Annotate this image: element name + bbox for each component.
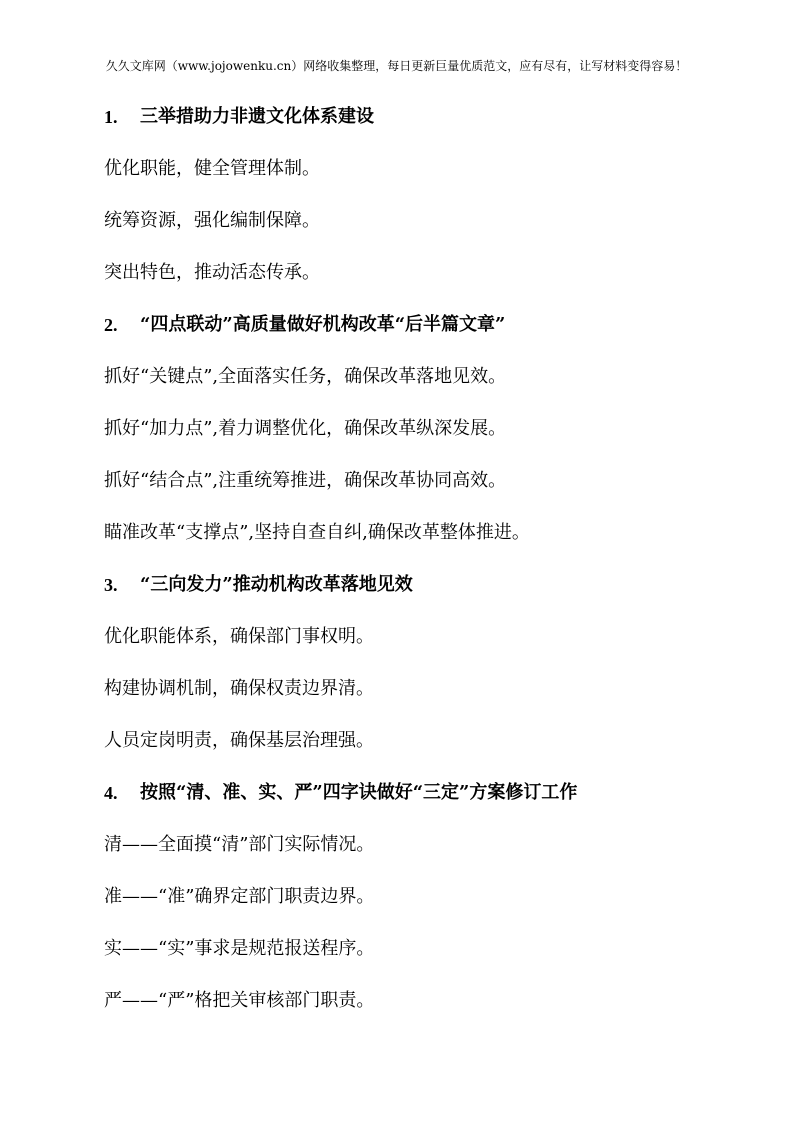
list-item: 突出特色，推动活态传承。: [104, 262, 320, 283]
list-item: 构建协调机制，确保权责边界清。: [104, 678, 374, 699]
list-item: 清——全面摸“清”部门实际情况。: [104, 834, 375, 855]
section-title: 三举措助力非遗文化体系建设: [140, 106, 374, 127]
section-number: 1.: [104, 107, 118, 127]
list-item: 人员定岗明责，确保基层治理强。: [104, 730, 374, 751]
section-title: 按照“清、准、实、严”四字诀做好“三定”方案修订工作: [140, 782, 578, 803]
section-title: “四点联动”高质量做好机构改革“后半篇文章”: [140, 314, 506, 335]
list-item: 优化职能，健全管理体制。: [104, 158, 320, 179]
section-number: 2.: [104, 315, 118, 335]
list-item: 实——“实”事求是规范报送程序。: [104, 938, 375, 959]
list-item: 准——“准”确界定部门职责边界。: [104, 886, 375, 907]
section-title: “三向发力”推动机构改革落地见效: [140, 574, 413, 595]
list-item: 抓好“加力点”,着力调整优化，确保改革纵深发展。: [104, 418, 507, 439]
section-heading: [104, 312, 724, 364]
section-heading: [104, 104, 724, 156]
section-heading: [104, 780, 724, 832]
section-3: [104, 572, 724, 780]
list-item: 优化职能体系，确保部门事权明。: [104, 626, 374, 647]
section-number: 3.: [104, 575, 118, 595]
section-heading: [104, 572, 724, 624]
page-header-watermark: 久久文库网（www.jojowenku.cn）网络收集整理，每日更新巨量优质范文，应有尽有，让写材料变得容易！: [105, 59, 688, 73]
list-item: 抓好“关键点”,全面落实任务，确保改革落地见效。: [104, 366, 507, 387]
section-2: [104, 312, 724, 572]
list-item: 严——“严”格把关审核部门职责。: [104, 990, 375, 1011]
section-4: [104, 780, 724, 1040]
section-number: 4.: [104, 783, 118, 803]
list-item: 统筹资源，强化编制保障。: [104, 210, 320, 231]
list-item: 抓好“结合点”,注重统筹推进，确保改革协同高效。: [104, 470, 507, 491]
document-body: [104, 104, 724, 1040]
list-item: 瞄准改革“支撑点”,坚持自查自纠,确保改革整体推进。: [104, 522, 530, 543]
section-1: [104, 104, 724, 312]
